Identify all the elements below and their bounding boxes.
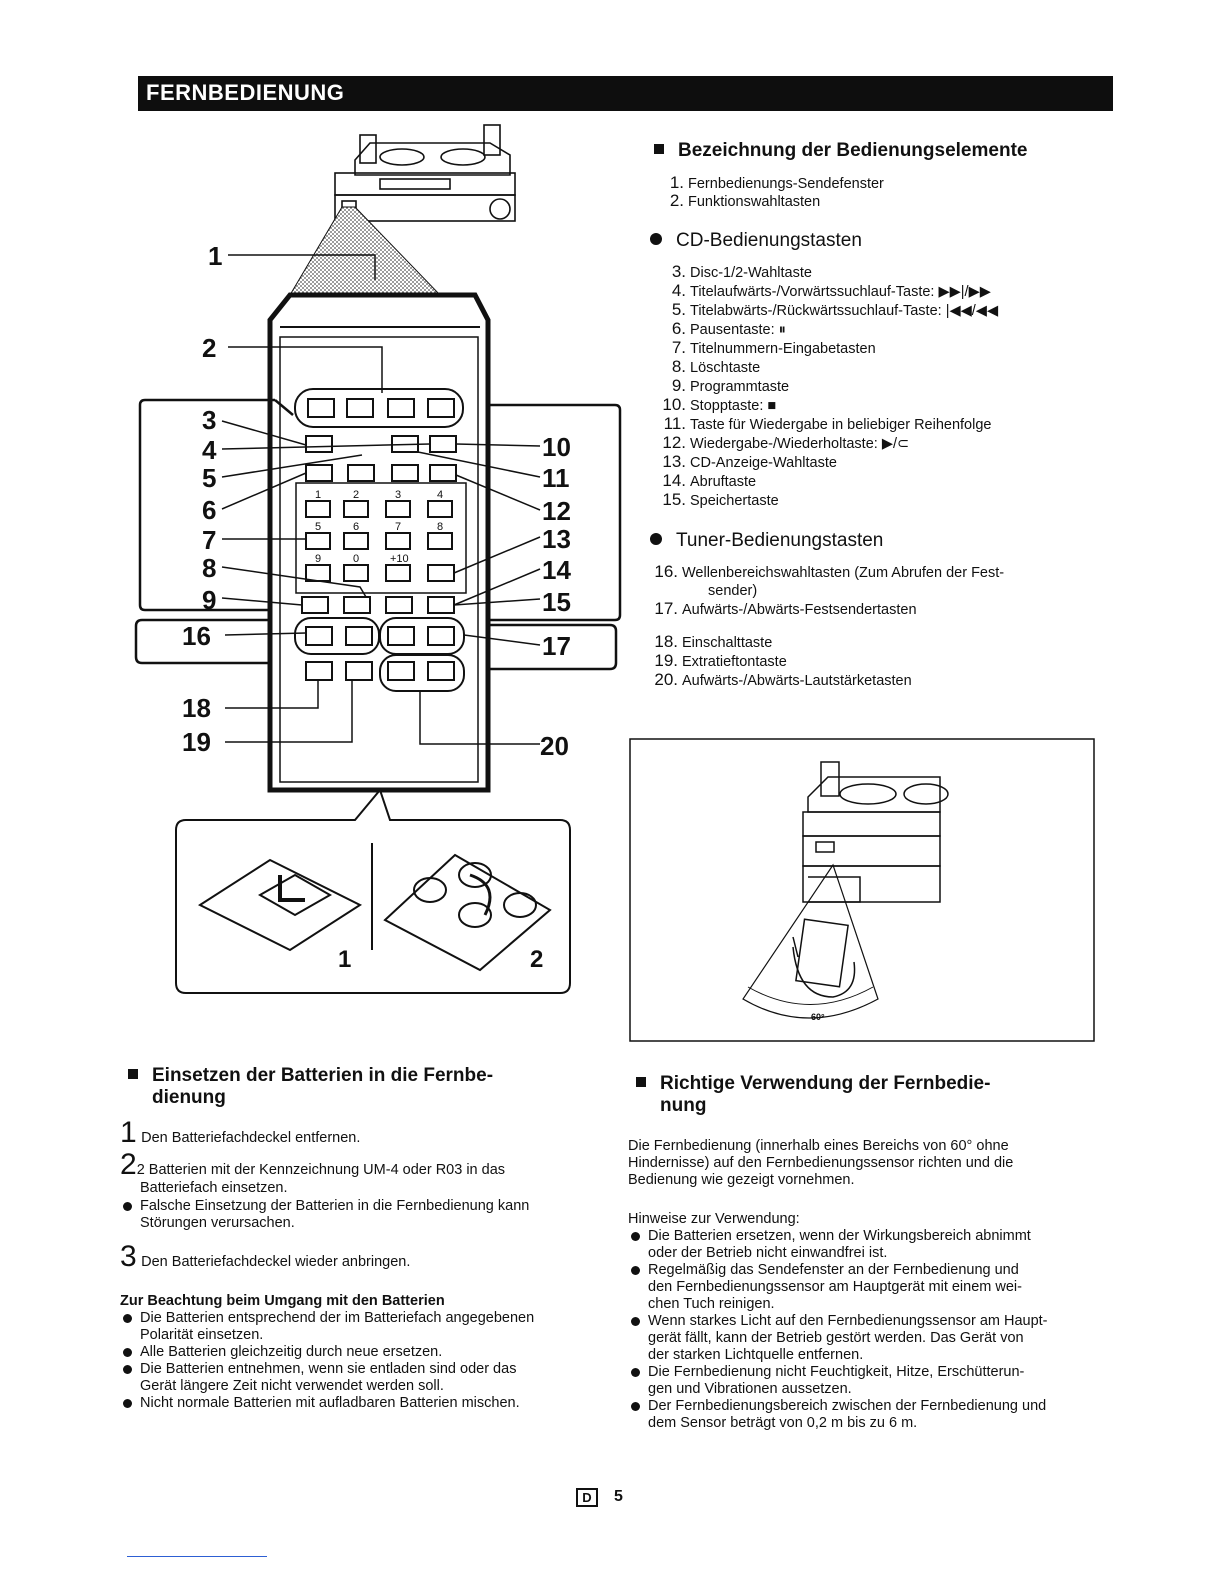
bullet-item: Nicht normale Batterien mit aufladbaren Batterien mischen. [120, 1395, 600, 1412]
bullet-item: Die Batterien ersetzen, wenn der Wirkungsbereich abnimmt oder der Betrieb nicht einwandfrei ist. [628, 1228, 1098, 1262]
callout-2: 2 [202, 333, 217, 363]
list-item: 16. Wellenbereichswahltasten (Zum Abrufen der Fest- [654, 562, 1005, 581]
bullet-item: Der Fernbedienungsbereich zwischen der Fernbedienung und dem Sensor beträgt von 0,2 m bis zu 6 m. [628, 1398, 1098, 1432]
list-item: 17. Aufwärts-/Abwärts-Festsendertasten [654, 599, 917, 618]
square-bullet-icon [128, 1069, 138, 1079]
list-item: 12. Wiedergabe-/Wiederholtaste: ▶/⊂ [662, 433, 910, 452]
usage-illustration [628, 737, 1096, 1043]
bullet-item: Falsche Einsetzung der Batterien in die Fernbedienung kann Störungen verursachen. [120, 1198, 600, 1232]
list-item: 4. Titelaufwärts-/Vorwärtssuchlauf-Taste: ▶▶|/▶▶ [671, 281, 991, 300]
round-bullet-icon [650, 533, 662, 545]
list-item: 14. Abruftaste [662, 471, 757, 490]
battery-step-1-label: 1 [338, 946, 352, 973]
bullet-item: Alle Batterien gleichzeitig durch neue ersetzen. [120, 1344, 600, 1361]
hints-title: Hinweise zur Verwendung: [628, 1211, 800, 1227]
callout-3: 3 [202, 405, 217, 435]
list-item: 6. Pausentaste: ⏸ [671, 319, 786, 338]
page-number: 5 [614, 1488, 623, 1505]
keypad-label: 1 [315, 489, 322, 501]
tuner-controls-heading: Tuner-Bedienungstasten [650, 530, 883, 552]
ir-beam [290, 207, 440, 295]
keypad-label: 9 [315, 553, 322, 565]
list-item: 10. Stopptaste: ■ [662, 395, 777, 414]
callout-15: 15 [542, 587, 571, 617]
list-item: 7. Titelnummern-Eingabetasten [671, 338, 876, 357]
list-item: 15. Speichertaste [662, 490, 779, 509]
usage-hints [628, 1211, 1098, 1432]
callout-8: 8 [202, 553, 217, 583]
callout-16: 16 [182, 621, 211, 651]
hand-with-remote [793, 919, 855, 997]
callout-5: 5 [202, 463, 217, 493]
usage-heading-continuation: nung [660, 1095, 707, 1116]
keypad-label: 0 [353, 553, 360, 565]
battery-step-3: 3 Den Batteriefachdeckel wieder anbringen. [120, 1240, 411, 1273]
remote-body [270, 295, 488, 790]
usage-heading: Richtige Verwendung der Fernbedie- [636, 1073, 1106, 1095]
list-item: 20. Aufwärts-/Abwärts-Lautstärketasten [654, 670, 912, 689]
language-badge: D [576, 1488, 598, 1507]
list-item-continuation: sender) [708, 583, 758, 599]
callout-9: 9 [202, 585, 217, 615]
cd-controls-heading: CD-Bedienungstasten [650, 230, 862, 252]
list-item: 5. Titelabwärts-/Rückwärtssuchlauf-Taste: |◀◀/◀◀ [671, 300, 999, 319]
controls-heading: Bezeichnung der Bedienungselemente [654, 140, 1027, 162]
batteries-heading-continuation: dienung [152, 1087, 226, 1108]
callout-19: 19 [182, 727, 211, 757]
bullet-item: Regelmäßig das Sendefenster an der Fernbedienung und den Fernbedienungssensor am Hauptgerät mit einem wei- chen Tuch reinigen. [628, 1262, 1098, 1313]
keypad-label: 7 [395, 521, 402, 533]
batteries-heading: Einsetzen der Batterien in die Fernbe- [128, 1065, 608, 1087]
stereo-unit-drawing [335, 125, 515, 221]
remote-diagram [130, 115, 630, 1005]
battery-step-2: 22 Batterien mit der Kennzeichnung UM-4 oder R03 in das Batteriefach einsetzen. Falsche Einsetzung der Batterien in die Fernbedienung kann Störungen verursachen. [120, 1150, 600, 1232]
list-item: 2. Funktionswahltasten [669, 191, 821, 210]
cd-controls-list [656, 263, 998, 510]
square-bullet-icon [654, 144, 664, 154]
keypad-label: 5 [315, 521, 322, 533]
footer-rule [127, 1556, 267, 1557]
keypad-label: 3 [395, 489, 402, 501]
callout-10: 10 [542, 432, 571, 462]
callout-7: 7 [202, 525, 217, 555]
keypad-labels [315, 489, 443, 565]
callout-12: 12 [542, 496, 571, 526]
callout-14: 14 [542, 555, 571, 585]
stereo-unit-drawing [803, 762, 948, 902]
callout-1: 1 [208, 241, 223, 271]
battery-inset [176, 790, 570, 993]
keypad-label: 8 [437, 521, 444, 533]
list-item: 9. Programmtaste [671, 376, 790, 395]
keypad-label: +10 [390, 553, 409, 565]
keypad-label: 4 [437, 489, 444, 501]
callout-20: 20 [540, 731, 569, 761]
callout-4: 4 [202, 435, 217, 465]
bullet-item: Die Batterien entnehmen, wenn sie entladen sind oder das Gerät längere Zeit nicht verwendet werden soll. [120, 1361, 600, 1395]
bullet-item: Wenn starkes Licht auf den Fernbedienungssensor am Haupt- gerät fällt, kann der Betrieb gestört werden. Das Gerät von der starken Lichtquelle entfernen. [628, 1313, 1098, 1364]
battery-step-2-label: 2 [530, 946, 544, 973]
list-item: 13. CD-Anzeige-Wahltaste [662, 452, 837, 471]
keypad-label: 2 [353, 489, 360, 501]
list-item: 11. Taste für Wiedergabe in beliebiger Reihenfolge [663, 414, 992, 433]
batteries-section [128, 1065, 608, 1109]
list-item: 18. Einschalttaste [654, 632, 773, 651]
keypad-label: 6 [353, 521, 360, 533]
callout-6: 6 [202, 495, 217, 525]
bullet-item: Die Batterien entsprechend der im Batteriefach angegebenen Polarität einsetzen. [120, 1310, 600, 1344]
list-item: 3. Disc-1/2-Wahltaste [671, 262, 812, 281]
list-item: 19. Extratieftontaste [654, 651, 787, 670]
round-bullet-icon [650, 233, 662, 245]
list-item: 1. Fernbedienungs-Sendefenster [669, 173, 884, 192]
tuner-controls-list [648, 563, 1004, 690]
list-item: 8. Löschtaste [671, 357, 761, 376]
bullet-item: Die Fernbedienung nicht Feuchtigkeit, Hitze, Erschütterun- gen und Vibrationen aussetzen. [628, 1364, 1098, 1398]
callout-17: 17 [542, 631, 571, 661]
square-bullet-icon [636, 1077, 646, 1087]
callout-13: 13 [542, 524, 571, 554]
callout-11: 11 [542, 463, 570, 493]
angle-label: 60° [811, 1012, 825, 1022]
usage-intro: Die Fernbedienung (innerhalb eines Bereichs von 60° ohne Hindernisse) auf den Fernbedienungssensor richten und die Bedienung wie gezeigt vornehmen. [628, 1138, 1014, 1188]
page-title: FERNBEDIENUNG [146, 80, 345, 105]
battery-step-1: 1 Den Batteriefachdeckel entfernen. [120, 1116, 361, 1149]
battery-care [120, 1293, 600, 1412]
care-title: Zur Beachtung beim Umgang mit den Batterien [120, 1293, 445, 1309]
callout-18: 18 [182, 693, 211, 723]
usage-section [636, 1073, 1106, 1117]
